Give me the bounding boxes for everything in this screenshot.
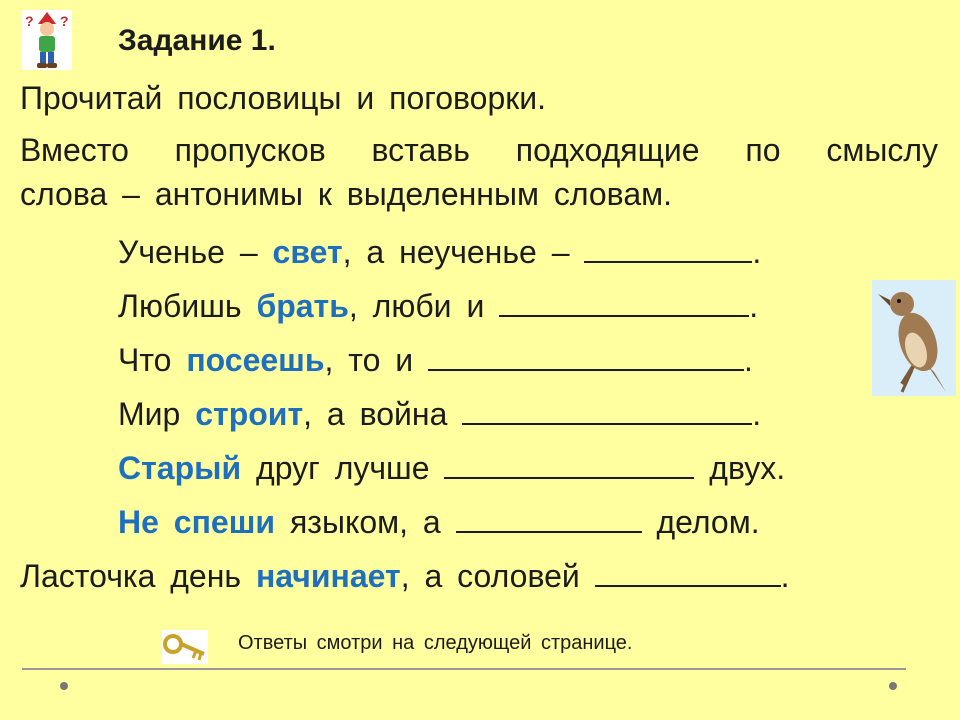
proverb-line — [118, 448, 785, 488]
nightingale-icon — [872, 280, 956, 396]
proverb-line — [118, 286, 758, 326]
proverb-line — [118, 340, 753, 380]
highlighted-word: начинает — [255, 558, 401, 594]
bullet-dot — [60, 682, 68, 690]
proverb-text: Что — [118, 342, 187, 378]
key-icon — [162, 630, 208, 664]
read-instruction: Прочитай пословицы и поговорки. — [20, 80, 546, 116]
answer-blank[interactable] — [584, 235, 752, 263]
proverb-text: . — [749, 288, 759, 324]
proverb-text: . — [752, 396, 762, 432]
proverb-text: языком, а — [275, 504, 456, 540]
proverb-text: . — [752, 234, 762, 270]
proverb-text: друг лучше — [241, 450, 445, 486]
answer-blank[interactable] — [428, 343, 744, 371]
proverb-text: . — [780, 558, 790, 594]
proverb-text: Любишь — [118, 288, 257, 324]
proverb-text: . — [744, 342, 753, 378]
highlighted-word: Не спеши — [118, 504, 276, 540]
proverb-text: , а война — [303, 396, 463, 432]
highlighted-word: Старый — [118, 450, 242, 486]
highlighted-word: брать — [256, 288, 349, 324]
proverb-text: , а соловей — [400, 558, 595, 594]
answer-blank[interactable] — [499, 289, 749, 317]
svg-text:?: ? — [60, 13, 69, 29]
highlighted-word: свет — [272, 234, 343, 270]
highlighted-word: посеешь — [186, 342, 325, 378]
instruction-line-1: Вместо пропусков вставь подходящие по смыслу — [20, 132, 938, 168]
proverb-text: , люби и — [348, 288, 500, 324]
gnome-question-icon — [22, 10, 72, 70]
proverb-line — [118, 502, 760, 542]
bullet-dot — [889, 682, 897, 690]
proverb-text: Ласточка день — [20, 558, 256, 594]
footer-divider — [22, 668, 906, 670]
answer-blank[interactable] — [456, 505, 642, 533]
proverb-line — [118, 394, 761, 434]
proverb-text: Ученье – — [118, 234, 273, 270]
instruction-line-2: слова – антонимы к выделенным словам. — [20, 176, 672, 212]
answer-blank[interactable] — [595, 559, 781, 587]
task-title: Задание 1. — [118, 24, 276, 57]
proverb-text: , то и — [324, 342, 429, 378]
proverb-text: двух. — [694, 450, 786, 486]
proverb-line — [118, 232, 761, 272]
highlighted-word: строит — [195, 396, 304, 432]
proverb-text: , а неученье – — [342, 234, 585, 270]
proverb-line — [20, 556, 790, 596]
proverb-text: Мир — [118, 396, 196, 432]
answers-hint: Ответы смотри на следующей странице. — [238, 632, 633, 654]
answer-blank[interactable] — [444, 451, 694, 479]
proverb-text: делом. — [641, 504, 760, 540]
answer-blank[interactable] — [462, 397, 752, 425]
svg-text:?: ? — [25, 13, 34, 29]
